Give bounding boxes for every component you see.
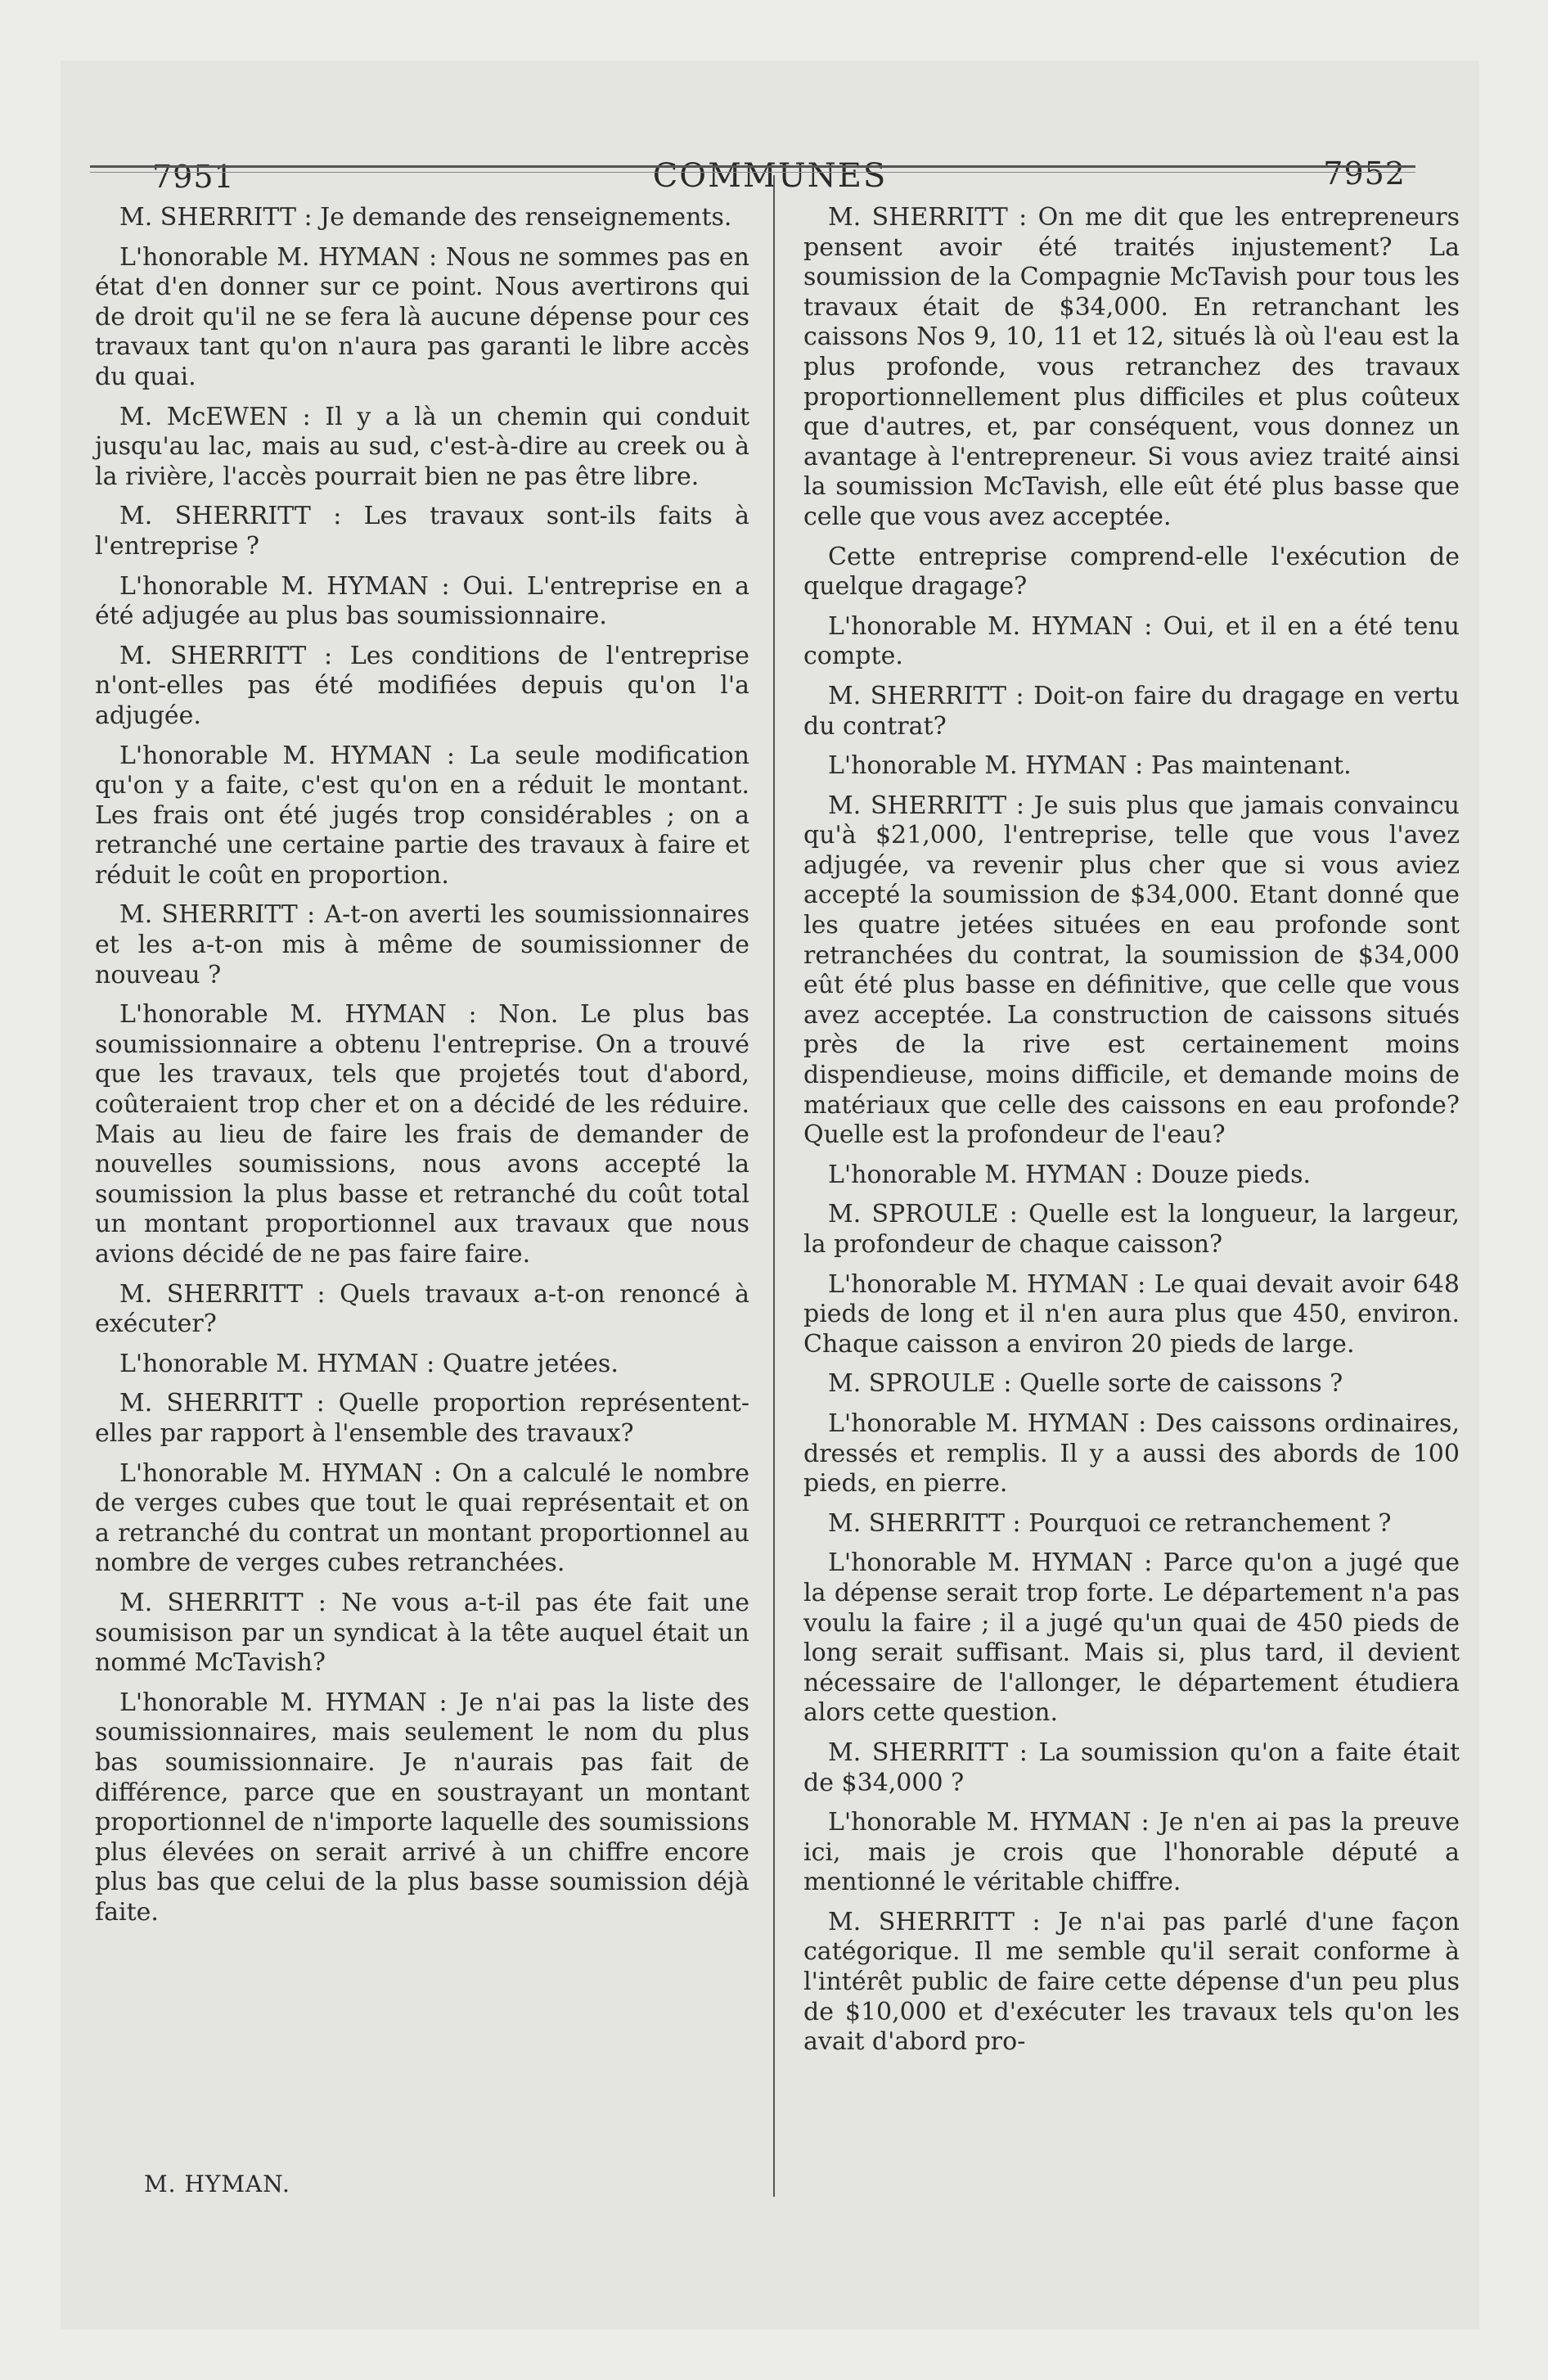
running-header-title: COMMUNES [652, 157, 888, 195]
paragraph: L'honorable M. HYMAN : Douze pieds. [828, 1160, 1312, 1189]
header-rule-thin [90, 172, 1415, 173]
paragraph: M. McEWEN : Il y a là un chemin qui conduit jusqu'au lac, mais au sud, c'est-à-dire au creek ou à la rivière, l'accès pourrait bien ne pas être libre. [95, 402, 749, 491]
paragraph: L'honorable M. HYMAN : Oui, et il en a été tenu compte. [803, 611, 1460, 671]
paragraph: M. SHERRITT : Ne vous a-t-il pas éte fait une soumisison par un syndicat à la tête auquel était un nommé McTavish? [95, 1588, 749, 1678]
left-column [95, 203, 749, 1937]
paragraph: L'honorable M. HYMAN : Quatre jetées. [119, 1349, 619, 1378]
paragraph: L'honorable M. HYMAN : Oui. L'entreprise en a été adjugée au plus bas soumissionnaire. [95, 571, 749, 631]
paragraph: L'honorable M. HYMAN : Nous ne sommes pas en état d'en donner sur ce point. Nous avertirons qui de droit qu'il ne se fera là aucune dépense pour ces travaux tant qu'on n'aura pas garanti le libre accès du quai. [95, 242, 749, 391]
paragraph: M. SHERRITT : A-t-on averti les soumissionnaires et les a-t-on mis à même de soumissionner de nouveau ? [95, 900, 749, 989]
paragraph: L'honorable M. HYMAN : Je n'ai pas la liste des soumissionnaires, mais seulement le nom du plus bas soumissionnaire. Je n'aurais pas fait de différence, parce que en soustrayant un montant proportionnel de n'importe laquelle des soumissions plus élevées on serait arrivé à un chiffre encore plus bas que celui de la plus basse soumission déjà faite. [95, 1688, 749, 1927]
paragraph: L'honorable M. HYMAN : Le quai devait avoir 648 pieds de long et il n'en aura plus que 450, environ. Chaque caisson a environ 20 pieds de large. [803, 1269, 1460, 1359]
paragraph: L'honorable M. HYMAN : Parce qu'on a jugé que la dépense serait trop forte. Le département n'a pas voulu la faire ; il a jugé qu'un quai de 450 pieds de long serait suffisant. Mais si, plus tard, il devient nécessaire de l'allonger, le département étudiera alors cette question. [803, 1548, 1460, 1728]
paragraph: M. SHERRITT : Je demande des renseignements. [119, 203, 732, 232]
column-divider [773, 175, 775, 2197]
header-rule [90, 165, 1415, 168]
paragraph: M. SHERRITT : Quels travaux a-t-on renoncé à exécuter? [95, 1279, 749, 1339]
paragraph: L'honorable M. HYMAN : Non. Le plus bas soumissionnaire a obtenu l'entreprise. On a trouvé que les travaux, tels que projetés tout d'abord, coûteraient trop cher et on a décidé de les réduire. Mais au lieu de faire les frais de demander de nouvelles soumissions, nous avons accepté la soumission la plus basse et retranché du coût total un montant proportionnel aux travaux que nous avions décidé de ne pas faire faire. [95, 1000, 749, 1269]
paragraph: Cette entreprise comprend-elle l'exécution de quelque dragage? [803, 542, 1460, 602]
paragraph: M. SHERRITT : Je n'ai pas parlé d'une façon catégorique. Il me semble qu'il serait conforme à l'intérêt public de faire cette dépense d'un peu plus de $10,000 et d'exécuter les travaux tels qu'on les avait d'abord pro- [803, 1907, 1460, 2057]
paragraph: M. SHERRITT : Les travaux sont-ils faits à l'entreprise ? [95, 502, 749, 561]
paragraph: M. SPROULE : Quelle sorte de caissons ? [828, 1369, 1343, 1399]
paragraph: L'honorable M. HYMAN : La seule modification qu'on y a faite, c'est qu'on en a réduit le montant. Les frais ont été jugés trop considérables ; on a retranché une certaine partie des travaux à faire et réduit le coût en proportion. [95, 741, 749, 890]
paragraph: L'honorable M. HYMAN : Pas maintenant. [828, 751, 1352, 781]
page-number-right: 7952 [1323, 156, 1406, 192]
right-column [803, 203, 1460, 2067]
paragraph: M. SHERRITT : Les conditions de l'entreprise n'ont-elles pas été modifiées depuis qu'on l'a adjugée. [95, 641, 749, 730]
paragraph: M. SHERRITT : Je suis plus que jamais convaincu qu'à $21,000, l'entreprise, telle que vous l'avez adjugée, va revenir plus cher que si vous aviez accepté la soumission de $34,000. Etant donné que les quatre jetées situées en eau profonde sont retranchées du contrat, la soumission de $34,000 eût été plus basse en définitive, que celle que vous avez acceptée. La construction de caissons situés près de la rive est certainement moins dispendieuse, moins difficile, et demande moins de matériaux que celle des caissons en eau profonde? Quelle est la profondeur de l'eau? [803, 791, 1460, 1150]
paragraph: L'honorable M. HYMAN : Des caissons ordinaires, dressés et remplis. Il y a aussi des abords de 100 pieds, en pierre. [803, 1409, 1460, 1499]
paragraph: M. SHERRITT : On me dit que les entrepreneurs pensent avoir été traités injustement? La soumission de la Compagnie McTavish pour tous les travaux était de $34,000. En retranchant les caissons Nos 9, 10, 11 et 12, situés là où l'eau est la plus profonde, vous retranchez des travaux proportionnellement plus difficiles et plus coûteux que d'autres, et, par conséquent, vous donnez un avantage à l'entrepreneur. Si vous aviez traité ainsi la soumission McTavish, elle eût été plus basse que celle que vous avez acceptée. [803, 203, 1460, 531]
paragraph: M. SHERRITT : Doit-on faire du dragage en vertu du contrat? [803, 681, 1460, 741]
paragraph: L'honorable M. HYMAN : Je n'en ai pas la preuve ici, mais je crois que l'honorable député a mentionné le véritable chiffre. [803, 1808, 1460, 1897]
paragraph: M. SHERRITT : La soumission qu'on a faite était de $34,000 ? [803, 1738, 1460, 1797]
paragraph: L'honorable M. HYMAN : On a calculé le nombre de verges cubes que tout le quai représentait et on a retranché du contrat un montant proportionnel au nombre de verges cubes retranchées. [95, 1458, 749, 1578]
paragraph: M. SHERRITT : Pourquoi ce retranchement ? [828, 1508, 1392, 1538]
page-number-left: 7951 [152, 159, 235, 195]
footer-catchword: M. HYMAN. [144, 2170, 290, 2197]
paragraph: M. SHERRITT : Quelle proportion représentent-elles par rapport à l'ensemble des travaux? [95, 1389, 749, 1448]
paragraph: M. SPROULE : Quelle est la longueur, la largeur, la profondeur de chaque caisson? [803, 1200, 1460, 1259]
